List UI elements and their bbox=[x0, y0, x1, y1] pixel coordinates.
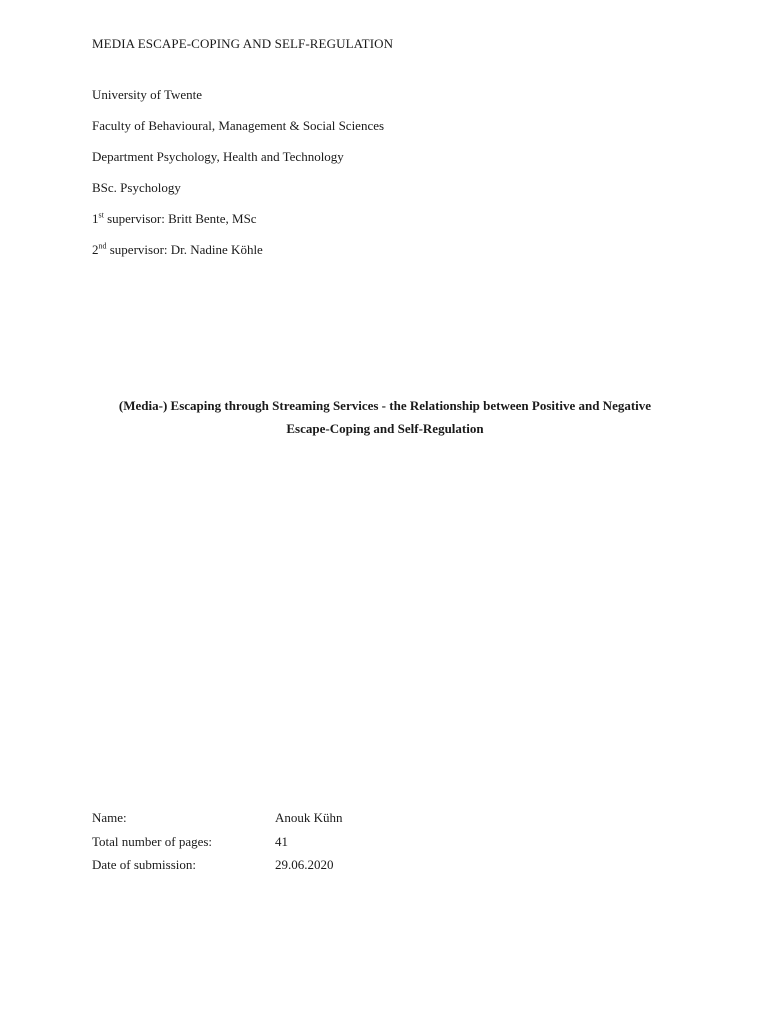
name-row bbox=[92, 810, 343, 834]
submission-date-value: 29.06.2020 bbox=[275, 857, 334, 872]
second-supervisor-text: supervisor: Dr. Nadine Köhle bbox=[106, 242, 263, 257]
program-line: BSc. Psychology bbox=[92, 180, 181, 195]
first-supervisor-line bbox=[92, 211, 384, 242]
second-supervisor-line bbox=[92, 242, 384, 273]
name-label: Name: bbox=[92, 810, 127, 825]
first-supervisor-ordinal-suffix: st bbox=[98, 210, 104, 220]
submission-date-row bbox=[92, 857, 343, 881]
faculty-line: Faculty of Behavioural, Management & Social Sciences bbox=[92, 118, 385, 133]
thesis-title bbox=[60, 394, 710, 440]
first-supervisor-text: supervisor: Britt Bente, MSc bbox=[103, 211, 257, 226]
thesis-title-line-2: Escape-Coping and Self-Regulation bbox=[286, 421, 484, 436]
running-head: MEDIA ESCAPE-COPING AND SELF-REGULATION bbox=[92, 36, 394, 51]
submission-date-label: Date of submission: bbox=[92, 857, 196, 872]
page-count-label: Total number of pages: bbox=[92, 833, 213, 849]
affiliation-block bbox=[92, 87, 384, 273]
first-supervisor-ordinal: 1 bbox=[92, 211, 99, 226]
university-line: University of Twente bbox=[92, 87, 203, 102]
second-supervisor-ordinal: 2 bbox=[92, 242, 99, 257]
thesis-title-line-1: (Media-) Escaping through Streaming Services - the Relationship between Positive and Negative bbox=[118, 398, 652, 413]
name-value: Anouk Kühn bbox=[275, 810, 343, 825]
department-line: Department Psychology, Health and Technology bbox=[92, 149, 344, 164]
submission-details bbox=[92, 810, 343, 881]
page-count-row bbox=[92, 834, 343, 858]
second-supervisor-ordinal-suffix: nd bbox=[98, 241, 107, 251]
page-count-value: 41 bbox=[275, 833, 288, 849]
